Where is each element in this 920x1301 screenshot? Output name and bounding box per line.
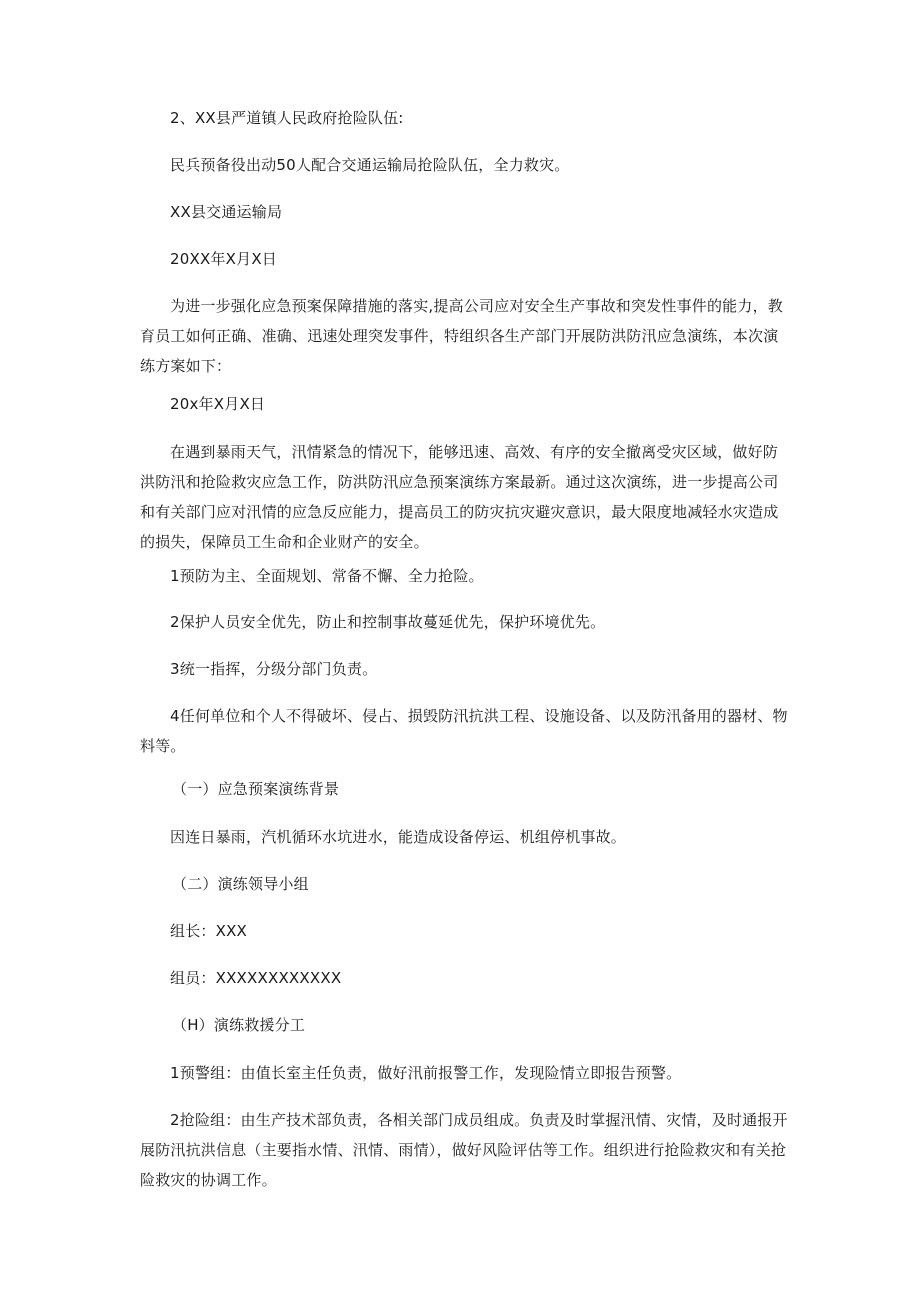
paragraph-militia: 民兵预备役出动50人配合交通运输局抢险队伍，全力救灾。	[170, 156, 570, 174]
section-heading-duties: （H）演练救援分工	[172, 1016, 306, 1034]
paragraph-principle3: 3统一指挥，分级分部门负责。	[170, 660, 378, 678]
paragraph-purpose: 在遇到暴雨天气，汛情紧急的情况下，能够迅速、高效、有序的安全撤离受灾区域，做好防洪防汛和抢险救灾应急工作，防洪防汛应急预案演练方案最新。通过这次演练，进一步提高公司和有关部门应对汛情的应急反应能力，提高员工的防灾抗灾避灾意识，最大限度地减轻水灾造成的损失，保障员工生命和企业财产的安全。	[140, 443, 779, 551]
section-heading-background: （一）应急预案演练背景	[172, 780, 340, 798]
paragraph-principle1: 1预防为主、全面规划、常备不懈、全力抢险。	[170, 567, 484, 585]
section-heading-leadership: （二）演练领导小组	[172, 875, 309, 893]
paragraph-members: 组员：XXXXXXXXXXXX	[170, 969, 342, 987]
paragraph-duty1: 1预警组：由值长室主任负责，做好汛前报警工作，发现险情立即报告预警。	[170, 1064, 682, 1082]
paragraph-intro: 为进一步强化应急预案保障措施的落实,提高公司应对安全生产事故和突发性事件的能力，教育员工如何正确、准确、迅速处理突发事件，特组织各生产部门开展防洪防汛应急演练，本次演练方案如下：	[140, 297, 783, 375]
paragraph-duty2: 2抢险组：由生产技术部负责，各相关部门成员组成。负责及时掌握汛情、灾情，及时通报开展防汛抗洪信息（主要指水情、汛情、雨情），做好风险评估等工作。组织进行抢险救灾和有关抢险救灾的协调工作。	[140, 1111, 788, 1189]
paragraph-principle2: 2保护人员安全优先，防止和控制事故蔓延优先，保护环境优先。	[170, 613, 606, 631]
paragraph-principle4: 4任何单位和个人不得破坏、侵占、损毁防汛抗洪工程、设施设备、以及防汛备用的器材、物料等。	[140, 707, 788, 755]
paragraph-leader: 组长：XXX	[170, 922, 248, 940]
paragraph-org: XX县交通运输局	[170, 203, 283, 221]
paragraph-team2: 2、XX县严道镇人民政府抢险队伍:	[170, 109, 404, 127]
paragraph-date2: 20x年X月X日	[170, 395, 266, 413]
paragraph-background: 因连日暴雨，汽机循环水坑进水，能造成设备停运、机组停机事故。	[170, 828, 627, 846]
paragraph-date1: 20XX年X月X日	[170, 250, 277, 268]
